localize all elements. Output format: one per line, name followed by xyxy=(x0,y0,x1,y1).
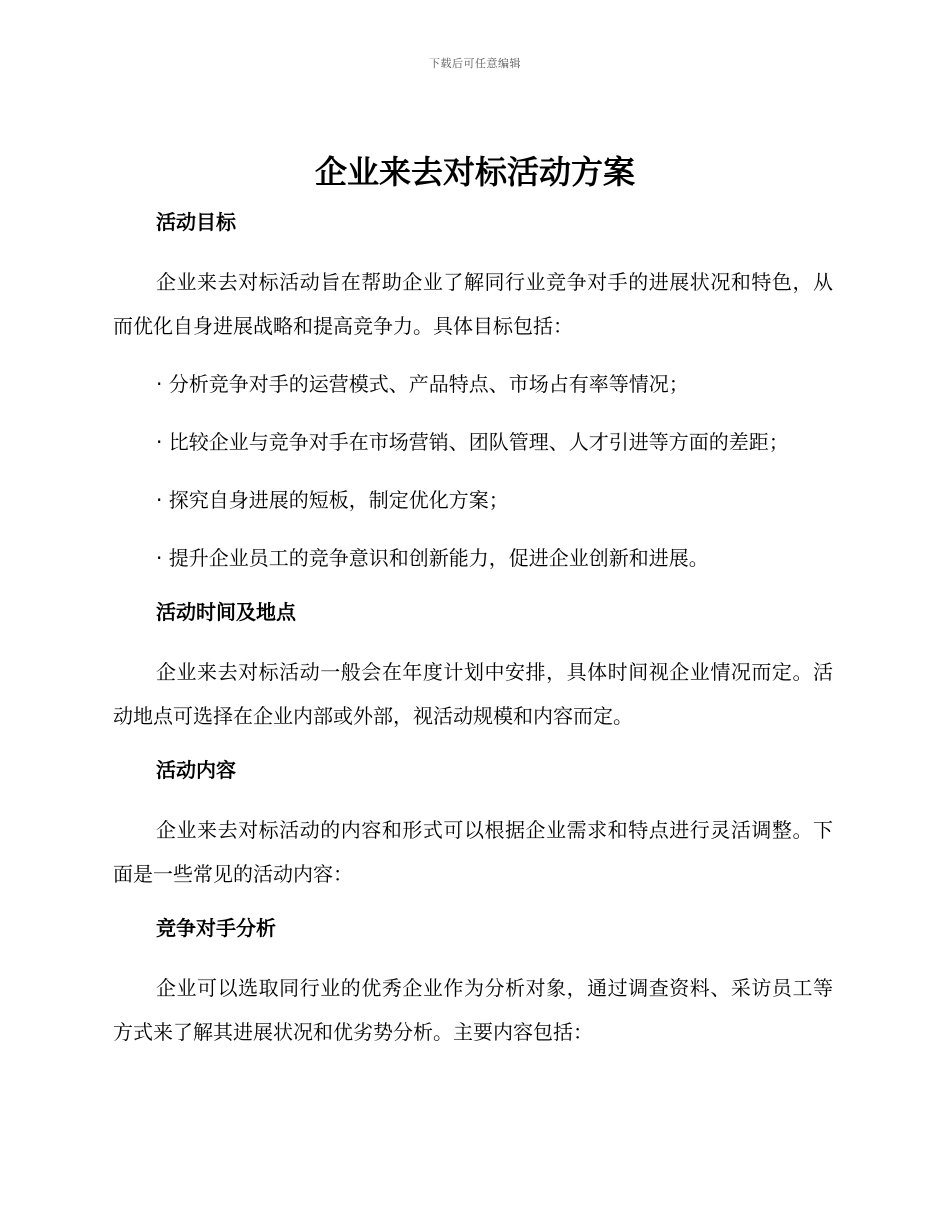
section-heading-goals: 活动目标 xyxy=(156,210,236,234)
header-note: 下载后可任意编辑 xyxy=(429,57,521,70)
bullet-item: · 探究自身进展的短板，制定优化方案； xyxy=(156,488,509,512)
section-heading-content: 活动内容 xyxy=(156,758,236,782)
paragraph: 企业来去对标活动旨在帮助企业了解同行业竞争对手的进展状况和特色，从而优化自身进展战略和提高竞争力。具体目标包括： xyxy=(113,270,833,338)
page-title: 企业来去对标活动方案 xyxy=(314,153,635,191)
document-body xyxy=(113,204,833,1068)
bullet-item: · 比较企业与竞争对手在市场营销、团队管理、人才引进等方面的差距； xyxy=(156,430,789,454)
bullet-item: · 提升企业员工的竞争意识和创新能力，促进企业创新和进展。 xyxy=(156,546,709,570)
bullet-item: · 分析竞争对手的运营模式、产品特点、市场占有率等情况； xyxy=(156,372,689,396)
paragraph: 企业来去对标活动一般会在年度计划中安排，具体时间视企业情况而定。活动地点可选择在企业内部或外部，视活动规模和内容而定。 xyxy=(113,660,833,728)
section-heading-time-place: 活动时间及地点 xyxy=(156,600,296,624)
section-heading-competitor-analysis: 竞争对手分析 xyxy=(156,916,276,940)
paragraph: 企业来去对标活动的内容和形式可以根据企业需求和特点进行灵活调整。下面是一些常见的活动内容： xyxy=(113,818,833,886)
paragraph: 企业可以选取同行业的优秀企业作为分析对象，通过调查资料、采访员工等方式来了解其进展状况和优劣势分析。主要内容包括： xyxy=(113,976,833,1044)
